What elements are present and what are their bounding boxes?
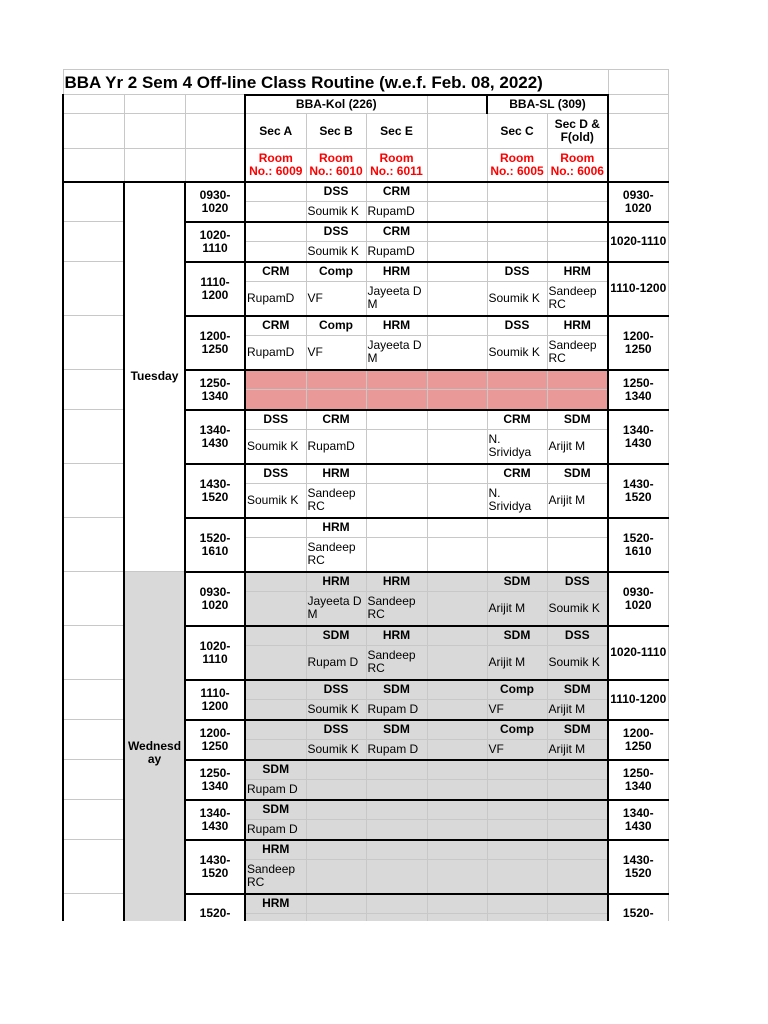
subject-e: SDM [366,720,427,740]
faculty-df [547,860,608,894]
empty-cell [427,860,487,894]
routine-body [63,70,668,934]
subject-e: HRM [366,262,427,282]
empty-cell [427,572,487,592]
section-df-header: Sec D & F(old) [547,114,608,149]
empty-cell [63,370,124,410]
faculty-b: VF [306,282,366,316]
empty-cell [427,370,487,390]
empty-cell [427,430,487,464]
subject-c [487,760,547,780]
faculty-df: Sandeep RC [547,282,608,316]
faculty-e: Rupam D [366,700,427,720]
empty-cell [63,95,124,114]
subject-df [547,182,608,202]
subject-a [245,572,306,592]
faculty-c: Soumik K [487,336,547,370]
time-slot-right: 1430-1520 [608,840,668,894]
page-bottom-blank [0,921,768,1024]
time-slot: 0930-1020 [185,182,245,222]
faculty-df: Soumik K [547,646,608,680]
subject-b [306,760,366,780]
faculty-a: Rupam D [245,820,306,840]
time-slot-right: 1250-1340 [608,370,668,410]
faculty-a [245,390,306,410]
subject-b [306,800,366,820]
subject-e [366,370,427,390]
subject-a [245,680,306,700]
subject-c: DSS [487,262,547,282]
subject-df [547,222,608,242]
faculty-c: N. Srividya [487,430,547,464]
empty-cell [427,464,487,484]
routine-table [62,69,669,935]
subject-b: SDM [306,626,366,646]
empty-cell [608,70,668,95]
faculty-df [547,242,608,262]
empty-cell [63,114,124,149]
time-slot-right: 1020-1110 [608,626,668,680]
empty-cell [427,740,487,760]
faculty-e: Sandeep RC [366,646,427,680]
room-df: Room No.: 6006 [547,149,608,182]
subject-df: SDM [547,680,608,700]
time-slot: 1430-1520 [185,464,245,518]
empty-cell [427,390,487,410]
faculty-df: Arijit M [547,430,608,464]
faculty-b: Sandeep RC [306,538,366,572]
faculty-c: Soumik K [487,282,547,316]
faculty-c [487,242,547,262]
empty-cell [63,720,124,760]
subject-e [366,760,427,780]
empty-cell [427,840,487,860]
subject-c [487,182,547,202]
faculty-b [306,860,366,894]
time-slot: 1110-1200 [185,262,245,316]
empty-cell [427,282,487,316]
empty-cell [427,894,487,914]
subject-b: DSS [306,182,366,202]
faculty-df: Soumik K [547,592,608,626]
subject-c: DSS [487,316,547,336]
empty-cell [427,182,487,202]
faculty-a [245,740,306,760]
time-slot: 1020-1110 [185,222,245,262]
faculty-c: VF [487,740,547,760]
empty-cell [63,222,124,262]
faculty-df [547,390,608,410]
faculty-e [366,538,427,572]
subject-e [366,464,427,484]
faculty-c: VF [487,700,547,720]
subject-e: CRM [366,182,427,202]
faculty-c: Arijit M [487,646,547,680]
subject-c: SDM [487,572,547,592]
time-slot: 1200-1250 [185,720,245,760]
time-slot-right: 0930-1020 [608,572,668,626]
faculty-e [366,820,427,840]
faculty-b: RupamD [306,430,366,464]
empty-cell [63,680,124,720]
subject-df: SDM [547,410,608,430]
subject-b: CRM [306,410,366,430]
time-slot: 1340-1430 [185,800,245,840]
faculty-b: VF [306,336,366,370]
subject-a [245,182,306,202]
subject-c: Comp [487,720,547,740]
subject-e [366,518,427,538]
empty-cell [427,820,487,840]
empty-cell [63,840,124,894]
empty-cell [427,242,487,262]
time-slot-right: 1250-1340 [608,760,668,800]
faculty-a: RupamD [245,282,306,316]
faculty-df [547,538,608,572]
empty-cell [427,800,487,820]
subject-df [547,518,608,538]
empty-cell [427,149,487,182]
time-slot: 1520- [185,894,245,934]
empty-cell [427,484,487,518]
faculty-c: N. Srividya [487,484,547,518]
faculty-df: Sandeep RC [547,336,608,370]
faculty-df: Arijit M [547,740,608,760]
empty-cell [63,626,124,680]
subject-df: HRM [547,262,608,282]
faculty-c: Arijit M [487,592,547,626]
empty-cell [608,149,668,182]
faculty-df: Arijit M [547,484,608,518]
time-slot: 1110-1200 [185,680,245,720]
group-kol-header: BBA-Kol (226) [245,95,427,114]
faculty-a [245,700,306,720]
empty-cell [124,114,185,149]
empty-cell [427,720,487,740]
time-slot-right: 1340-1430 [608,800,668,840]
empty-cell [427,760,487,780]
faculty-e [366,860,427,894]
section-a-header: Sec A [245,114,306,149]
subject-c [487,370,547,390]
faculty-b: Soumik K [306,202,366,222]
empty-cell [608,95,668,114]
faculty-b: Soumik K [306,242,366,262]
time-slot: 1250-1340 [185,370,245,410]
faculty-df [547,202,608,222]
subject-e: HRM [366,626,427,646]
subject-b: Comp [306,316,366,336]
faculty-a: Soumik K [245,430,306,464]
faculty-e [366,780,427,800]
subject-df: DSS [547,572,608,592]
subject-c [487,800,547,820]
faculty-a: Soumik K [245,484,306,518]
time-slot-right: 1430-1520 [608,464,668,518]
subject-a [245,720,306,740]
time-slot-right: 1520- [608,894,668,934]
room-a: Room No.: 6009 [245,149,306,182]
section-c-header: Sec C [487,114,547,149]
empty-cell [427,592,487,626]
subject-df [547,894,608,914]
empty-cell [63,262,124,316]
empty-cell [63,182,124,222]
room-c: Room No.: 6005 [487,149,547,182]
subject-df: DSS [547,626,608,646]
subject-a: HRM [245,894,306,914]
faculty-e [366,484,427,518]
time-slot-right: 1520-1610 [608,518,668,572]
subject-c: CRM [487,464,547,484]
empty-cell [427,780,487,800]
subject-c: SDM [487,626,547,646]
subject-c [487,840,547,860]
subject-b [306,370,366,390]
subject-df [547,370,608,390]
subject-b: DSS [306,680,366,700]
faculty-df [547,820,608,840]
faculty-a [245,538,306,572]
faculty-e: Rupam D [366,740,427,760]
empty-cell [427,538,487,572]
empty-cell [63,572,124,626]
day-label: Tuesday [124,182,185,572]
faculty-a: Rupam D [245,780,306,800]
faculty-e: RupamD [366,242,427,262]
time-slot: 1430-1520 [185,840,245,894]
faculty-a: RupamD [245,336,306,370]
empty-cell [427,95,487,114]
section-b-header: Sec B [306,114,366,149]
faculty-df [547,780,608,800]
faculty-b: Soumik K [306,740,366,760]
subject-c: CRM [487,410,547,430]
subject-a: HRM [245,840,306,860]
empty-cell [185,114,245,149]
faculty-e: Sandeep RC [366,592,427,626]
empty-cell [427,518,487,538]
empty-cell [185,149,245,182]
subject-df: SDM [547,464,608,484]
time-slot: 1340-1430 [185,410,245,464]
subject-e [366,894,427,914]
faculty-c [487,860,547,894]
faculty-a [245,242,306,262]
faculty-c [487,202,547,222]
subject-c [487,518,547,538]
empty-cell [427,646,487,680]
empty-cell [427,626,487,646]
subject-b: DSS [306,222,366,242]
empty-cell [185,95,245,114]
faculty-b: Sandeep RC [306,484,366,518]
empty-cell [63,149,124,182]
faculty-e: RupamD [366,202,427,222]
group-sl-header: BBA-SL (309) [487,95,608,114]
time-slot: 1020-1110 [185,626,245,680]
subject-a [245,370,306,390]
faculty-b [306,390,366,410]
faculty-c [487,390,547,410]
empty-cell [427,700,487,720]
subject-b: DSS [306,720,366,740]
subject-b: HRM [306,518,366,538]
time-slot-right: 1200-1250 [608,720,668,760]
faculty-a [245,646,306,680]
empty-cell [427,114,487,149]
subject-e [366,410,427,430]
faculty-b: Soumik K [306,700,366,720]
empty-cell [63,464,124,518]
subject-e: CRM [366,222,427,242]
time-slot: 1200-1250 [185,316,245,370]
subject-b [306,894,366,914]
subject-b: Comp [306,262,366,282]
time-slot-right: 1110-1200 [608,680,668,720]
empty-cell [63,518,124,572]
subject-df [547,840,608,860]
faculty-b [306,820,366,840]
faculty-b: Jayeeta D M [306,592,366,626]
faculty-b: Rupam D [306,646,366,680]
time-slot-right: 0930-1020 [608,182,668,222]
subject-a: DSS [245,464,306,484]
subject-c: Comp [487,680,547,700]
time-slot-right: 1020-1110 [608,222,668,262]
subject-a [245,626,306,646]
faculty-a [245,592,306,626]
subject-e [366,840,427,860]
faculty-e: Jayeeta D M [366,336,427,370]
empty-cell [63,316,124,370]
faculty-c [487,820,547,840]
faculty-e [366,430,427,464]
page-title: BBA Yr 2 Sem 4 Off-line Class Routine (w.e.f. Feb. 08, 2022) [63,70,608,95]
time-slot: 1250-1340 [185,760,245,800]
empty-cell [427,222,487,242]
empty-cell [427,336,487,370]
subject-b: HRM [306,464,366,484]
subject-b: HRM [306,572,366,592]
subject-e: SDM [366,680,427,700]
subject-df [547,760,608,780]
subject-e: HRM [366,572,427,592]
time-slot-right: 1200-1250 [608,316,668,370]
subject-df: SDM [547,720,608,740]
subject-e [366,800,427,820]
room-e: Room No.: 6011 [366,149,427,182]
time-slot: 1520-1610 [185,518,245,572]
empty-cell [427,680,487,700]
subject-a [245,222,306,242]
faculty-c [487,538,547,572]
empty-cell [427,262,487,282]
empty-cell [427,410,487,430]
subject-e: HRM [366,316,427,336]
subject-c [487,894,547,914]
subject-df [547,800,608,820]
empty-cell [63,800,124,840]
subject-a: SDM [245,760,306,780]
empty-cell [124,95,185,114]
empty-cell [63,410,124,464]
subject-df: HRM [547,316,608,336]
room-b: Room No.: 6010 [306,149,366,182]
empty-cell [427,202,487,222]
time-slot-right: 1340-1430 [608,410,668,464]
subject-c [487,222,547,242]
subject-a: CRM [245,316,306,336]
faculty-e [366,390,427,410]
day-label: Wednesday [124,572,185,934]
faculty-a: Sandeep RC [245,860,306,894]
faculty-df: Arijit M [547,700,608,720]
subject-a: DSS [245,410,306,430]
subject-b [306,840,366,860]
empty-cell [63,760,124,800]
subject-a: SDM [245,800,306,820]
subject-a [245,518,306,538]
faculty-b [306,780,366,800]
empty-cell [124,149,185,182]
faculty-e: Jayeeta D M [366,282,427,316]
faculty-a [245,202,306,222]
faculty-c [487,780,547,800]
empty-cell [608,114,668,149]
time-slot-right: 1110-1200 [608,262,668,316]
section-e-header: Sec E [366,114,427,149]
subject-a: CRM [245,262,306,282]
empty-cell [427,316,487,336]
time-slot: 0930-1020 [185,572,245,626]
